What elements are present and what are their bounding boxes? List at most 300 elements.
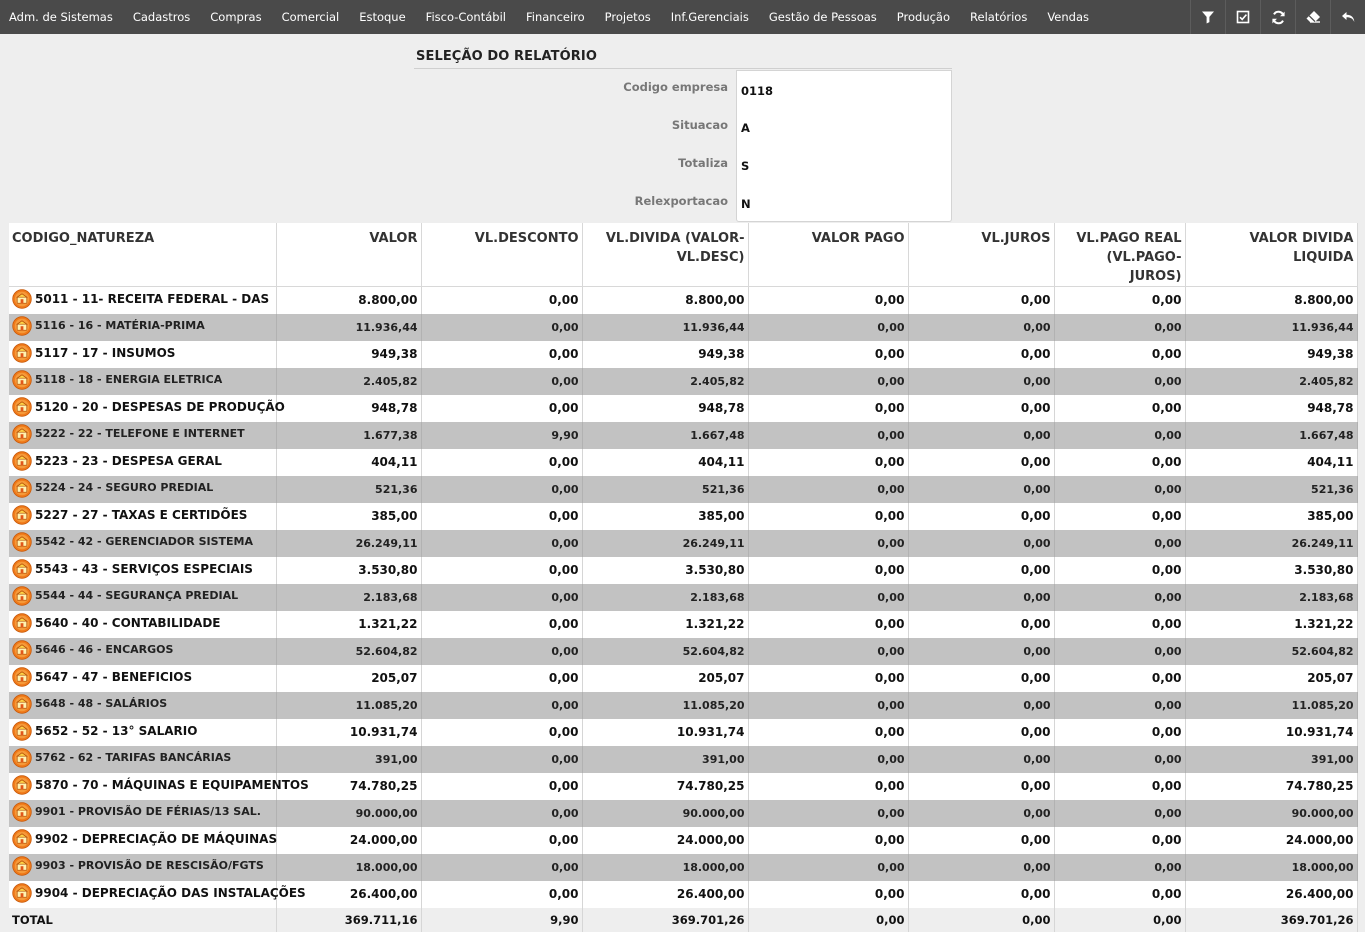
natureza-wrap [12,775,309,795]
natureza-label: 5120 - 20 - DESPESAS DE PRODUÇÃO [35,399,285,414]
value-cell: 18.000,00 [1185,854,1357,881]
value-cell: 3.530,80 [582,557,748,584]
value-cell: 18.000,00 [276,854,421,881]
total-value-cell: 0,00 [748,908,908,932]
natureza-label: 5762 - 62 - TARIFAS BANCÁRIAS [35,751,232,764]
natureza-wrap [12,802,261,822]
value-cell: 3.530,80 [276,557,421,584]
value-cell: 0,00 [421,800,582,827]
selection-label: Situacao [671,118,728,132]
value-cell: 3.530,80 [1185,557,1357,584]
value-cell: 404,11 [276,449,421,476]
natureza-cell [9,395,285,422]
value-cell: 0,00 [748,611,908,638]
natureza-wrap [12,694,167,714]
value-cell: 0,00 [748,449,908,476]
value-cell: 0,00 [421,611,582,638]
back-button[interactable] [1330,0,1365,34]
table-row[interactable] [9,773,1357,800]
column-header[interactable]: VALOR [276,223,421,287]
drilldown-icon[interactable] [12,883,32,903]
total-value-cell: 369.701,26 [1185,908,1357,932]
total-value-cell: 0,00 [908,908,1054,932]
natureza-wrap [12,748,231,768]
value-cell: 0,00 [421,314,582,341]
total-value-cell: 9,90 [421,908,582,932]
drilldown-icon[interactable] [12,667,32,687]
selection-title: SELEÇÃO DO RELATÓRIO [414,49,952,69]
drilldown-icon[interactable] [12,343,32,363]
drilldown-icon[interactable] [12,748,32,768]
value-cell: 2.405,82 [1185,368,1357,395]
natureza-label: 5222 - 22 - TELEFONE E INTERNET [35,427,245,440]
value-cell: 11.085,20 [276,692,421,719]
natureza-cell [9,476,276,503]
value-cell: 0,00 [421,854,582,881]
value-cell: 24.000,00 [582,827,748,854]
value-cell: 0,00 [421,773,582,800]
value-cell: 0,00 [908,449,1054,476]
value-cell: 0,00 [1054,530,1185,557]
table-row[interactable] [9,584,1357,611]
value-cell: 0,00 [1054,800,1185,827]
drilldown-icon[interactable] [12,478,32,498]
menu-item[interactable]: Inf.Gerenciais [670,10,749,24]
value-cell: 0,00 [748,719,908,746]
value-cell: 0,00 [1054,638,1185,665]
value-cell: 0,00 [908,584,1054,611]
natureza-label: 5118 - 18 - ENERGIA ELETRICA [35,373,223,386]
natureza-wrap [12,289,269,309]
natureza-wrap [12,451,222,471]
refresh-icon [1271,10,1286,25]
table-row[interactable] [9,881,1357,908]
value-cell: 0,00 [421,827,582,854]
value-cell: 0,00 [1054,611,1185,638]
value-cell: 52.604,82 [276,638,421,665]
value-cell: 0,00 [908,476,1054,503]
value-cell: 404,11 [582,449,748,476]
value-cell: 0,00 [421,341,582,368]
drilldown-icon[interactable] [12,829,32,849]
value-cell: 0,00 [908,854,1054,881]
value-cell: 26.400,00 [1185,881,1357,908]
value-cell: 0,00 [421,638,582,665]
value-cell: 26.249,11 [1185,530,1357,557]
value-cell: 52.604,82 [582,638,748,665]
value-cell: 74.780,25 [1185,773,1357,800]
value-cell: 205,07 [582,665,748,692]
table-row[interactable] [9,422,1357,449]
value-cell: 24.000,00 [1185,827,1357,854]
natureza-label: 9904 - DEPRECIAÇÃO DAS INSTALAÇÕES [35,885,306,900]
filter-button[interactable] [1190,0,1225,34]
natureza-wrap [12,640,173,660]
select-button[interactable] [1225,0,1260,34]
table-row[interactable] [9,476,1357,503]
menu-item[interactable]: Adm. de Sistemas [9,10,113,24]
natureza-label: 9901 - PROVISÃO DE FÉRIAS/13 SAL. [35,805,261,818]
relexportacao-field[interactable]: N [736,184,952,222]
value-cell: 10.931,74 [582,719,748,746]
table-row[interactable] [9,665,1357,692]
drilldown-icon[interactable] [12,397,32,417]
value-cell: 0,00 [1054,746,1185,773]
value-cell: 521,36 [1185,476,1357,503]
value-cell: 0,00 [748,530,908,557]
value-cell: 0,00 [908,773,1054,800]
value-cell: 0,00 [748,881,908,908]
natureza-label: 9903 - PROVISÃO DE RESCISÃO/FGTS [35,859,264,872]
drilldown-icon[interactable] [12,586,32,606]
column-header[interactable]: VALOR DIVIDA LIQUIDA [1185,223,1357,287]
column-header[interactable]: VL.DESCONTO [421,223,582,287]
natureza-wrap [12,667,192,687]
natureza-wrap [12,505,247,525]
toolbar [1190,0,1365,34]
drilldown-icon[interactable] [12,721,32,741]
value-cell: 521,36 [582,476,748,503]
value-cell: 205,07 [1185,665,1357,692]
natureza-cell [9,638,276,665]
value-cell: 1.667,48 [1185,422,1357,449]
drilldown-icon[interactable] [12,370,32,390]
value-cell: 9,90 [421,422,582,449]
drilldown-icon[interactable] [12,856,32,876]
menu-item[interactable]: Fisco-Contábil [425,10,506,24]
value-cell: 1.321,22 [582,611,748,638]
drilldown-icon[interactable] [12,802,32,822]
value-cell: 0,00 [748,341,908,368]
value-cell: 0,00 [908,692,1054,719]
value-cell: 0,00 [908,341,1054,368]
drilldown-icon[interactable] [12,640,32,660]
filter-icon [1201,10,1215,24]
menu-item[interactable]: Produção [896,10,951,24]
report-table [9,223,1358,932]
value-cell: 391,00 [276,746,421,773]
table-row[interactable] [9,530,1357,557]
value-cell: 404,11 [1185,449,1357,476]
selection-row-situacao [414,108,952,146]
total-value-cell: 369.701,26 [582,908,748,932]
value-cell: 0,00 [748,827,908,854]
value-cell: 0,00 [748,665,908,692]
menu-item[interactable]: Cadastros [132,10,191,24]
natureza-cell [9,584,276,611]
value-cell: 0,00 [1054,827,1185,854]
natureza-wrap [12,424,245,444]
value-cell: 0,00 [748,395,908,422]
drilldown-icon[interactable] [12,613,32,633]
natureza-wrap [12,613,221,633]
menu-item[interactable]: Comercial [281,10,340,24]
natureza-label: 5011 - 11- RECEITA FEDERAL - DAS [35,291,270,306]
selection-label: Totaliza [678,156,728,170]
natureza-wrap [12,370,222,390]
natureza-cell [9,341,276,368]
value-cell: 0,00 [908,746,1054,773]
natureza-cell [9,449,276,476]
value-cell: 0,00 [748,422,908,449]
value-cell: 0,00 [1054,719,1185,746]
menu-item[interactable]: Projetos [604,10,651,24]
table-row[interactable] [9,746,1357,773]
value-cell: 0,00 [748,773,908,800]
value-cell: 26.400,00 [582,881,748,908]
value-cell: 0,00 [421,503,582,530]
menu-item[interactable]: Gestão de Pessoas [768,10,877,24]
value-cell: 8.800,00 [582,287,748,314]
value-cell: 0,00 [748,584,908,611]
value-cell: 90.000,00 [1185,800,1357,827]
value-cell: 385,00 [276,503,421,530]
menu-item[interactable]: Compras [210,10,262,24]
table-row[interactable] [9,557,1357,584]
value-cell: 11.085,20 [582,692,748,719]
value-cell: 0,00 [908,557,1054,584]
clear-button[interactable] [1295,0,1330,34]
value-cell: 0,00 [1054,314,1185,341]
value-cell: 0,00 [1054,503,1185,530]
main-menu [0,0,1099,34]
value-cell: 0,00 [1054,395,1185,422]
drilldown-icon[interactable] [12,316,32,336]
natureza-cell [9,800,276,827]
natureza-cell [9,368,276,395]
value-cell: 0,00 [421,746,582,773]
value-cell: 0,00 [908,368,1054,395]
value-cell: 1.677,38 [276,422,421,449]
value-cell: 74.780,25 [276,773,421,800]
value-cell: 0,00 [908,611,1054,638]
natureza-wrap [12,478,213,498]
value-cell: 0,00 [748,476,908,503]
drilldown-icon[interactable] [12,424,32,444]
value-cell: 949,38 [1185,341,1357,368]
value-cell: 26.400,00 [276,881,421,908]
drilldown-icon[interactable] [12,694,32,714]
value-cell: 0,00 [748,368,908,395]
total-value-cell: 369.711,16 [276,908,421,932]
value-cell: 2.405,82 [276,368,421,395]
checkbox-icon [1236,10,1250,24]
value-cell: 0,00 [1054,665,1185,692]
drilldown-icon[interactable] [12,559,32,579]
value-cell: 205,07 [276,665,421,692]
value-cell: 0,00 [1054,341,1185,368]
natureza-cell [9,773,309,800]
drilldown-icon[interactable] [12,532,32,552]
natureza-cell [9,719,276,746]
value-cell: 948,78 [276,395,421,422]
table-row[interactable] [9,800,1357,827]
menu-item[interactable]: Financeiro [525,10,585,24]
value-cell: 0,00 [1054,422,1185,449]
table-row[interactable] [9,854,1357,881]
value-cell: 90.000,00 [276,800,421,827]
table-row[interactable] [9,341,1357,368]
value-cell: 1.667,48 [582,422,748,449]
natureza-label: 5227 - 27 - TAXAS E CERTIDÕES [35,507,248,522]
table-row[interactable] [9,503,1357,530]
drilldown-icon[interactable] [12,289,32,309]
table-row[interactable] [9,638,1357,665]
value-cell: 11.936,44 [1185,314,1357,341]
value-cell: 26.249,11 [582,530,748,557]
column-header[interactable]: CODIGO_NATUREZA [9,223,276,287]
table-row[interactable] [9,314,1357,341]
total-row [9,908,1357,932]
value-cell: 2.183,68 [582,584,748,611]
value-cell: 24.000,00 [276,827,421,854]
value-cell: 0,00 [1054,854,1185,881]
value-cell: 0,00 [748,746,908,773]
value-cell: 1.321,22 [276,611,421,638]
column-header[interactable]: VL.PAGO REAL (VL.PAGO-JUROS) [1054,223,1185,287]
natureza-cell [9,611,276,638]
table-row[interactable] [9,449,1357,476]
natureza-label: 5870 - 70 - MÁQUINAS E EQUIPAMENTOS [35,777,309,792]
value-cell: 0,00 [908,503,1054,530]
natureza-cell [9,827,276,854]
natureza-wrap [12,883,306,903]
table-header-row [9,223,1357,287]
value-cell: 0,00 [908,422,1054,449]
natureza-wrap [12,397,285,417]
value-cell: 391,00 [582,746,748,773]
column-header[interactable]: VALOR PAGO [748,223,908,287]
value-cell: 949,38 [276,341,421,368]
codigo-empresa-field[interactable]: 0118 [736,70,952,108]
natureza-cell [9,557,276,584]
value-cell: 26.249,11 [276,530,421,557]
value-cell: 391,00 [1185,746,1357,773]
column-header[interactable]: VL.DIVIDA (VALOR-VL.DESC) [582,223,748,287]
natureza-cell [9,854,276,881]
value-cell: 0,00 [908,665,1054,692]
natureza-cell [9,287,276,314]
menu-item[interactable]: Relatórios [970,10,1028,24]
drilldown-icon[interactable] [12,451,32,471]
value-cell: 11.936,44 [276,314,421,341]
natureza-cell [9,746,276,773]
menu-item[interactable]: Vendas [1047,10,1090,24]
drilldown-icon[interactable] [12,505,32,525]
value-cell: 0,00 [908,530,1054,557]
value-cell: 0,00 [421,881,582,908]
value-cell: 1.321,22 [1185,611,1357,638]
value-cell: 0,00 [748,287,908,314]
value-cell: 10.931,74 [1185,719,1357,746]
value-cell: 0,00 [421,584,582,611]
table-row[interactable] [9,287,1357,314]
value-cell: 0,00 [1054,368,1185,395]
value-cell: 0,00 [421,557,582,584]
natureza-wrap [12,856,264,876]
value-cell: 0,00 [908,287,1054,314]
selection-row-totaliza [414,146,952,184]
value-cell: 0,00 [748,638,908,665]
value-cell: 0,00 [908,395,1054,422]
natureza-wrap [12,532,253,552]
value-cell: 0,00 [421,368,582,395]
refresh-button[interactable] [1260,0,1295,34]
value-cell: 0,00 [1054,557,1185,584]
value-cell: 0,00 [421,692,582,719]
natureza-label: 5648 - 48 - SALÁRIOS [35,697,168,710]
value-cell: 0,00 [421,449,582,476]
table-row[interactable] [9,719,1357,746]
natureza-label: 5640 - 40 - CONTABILIDADE [35,615,221,630]
natureza-label: 5117 - 17 - INSUMOS [35,345,176,360]
table-row[interactable] [9,827,1357,854]
value-cell: 949,38 [582,341,748,368]
natureza-label: 5652 - 52 - 13° SALARIO [35,723,198,738]
value-cell: 2.405,82 [582,368,748,395]
situacao-field[interactable]: A [736,108,952,146]
menu-item[interactable]: Estoque [359,10,406,24]
value-cell: 0,00 [748,314,908,341]
natureza-wrap [12,343,175,363]
value-cell: 0,00 [421,530,582,557]
selection-row-codigo-empresa [414,70,952,108]
natureza-cell [9,314,276,341]
value-cell: 0,00 [1054,773,1185,800]
value-cell: 0,00 [421,395,582,422]
selection-row-relexportacao [414,184,952,222]
value-cell: 521,36 [276,476,421,503]
value-cell: 0,00 [1054,287,1185,314]
value-cell: 0,00 [908,881,1054,908]
natureza-cell [9,665,276,692]
value-cell: 90.000,00 [582,800,748,827]
table-row[interactable] [9,368,1357,395]
natureza-wrap [12,559,253,579]
natureza-cell [9,503,276,530]
value-cell: 11.085,20 [1185,692,1357,719]
natureza-wrap [12,721,197,741]
value-cell: 0,00 [908,800,1054,827]
value-cell: 0,00 [1054,476,1185,503]
natureza-wrap [12,829,277,849]
value-cell: 0,00 [421,476,582,503]
value-cell: 0,00 [1054,692,1185,719]
value-cell: 385,00 [582,503,748,530]
natureza-cell [9,692,276,719]
totaliza-field[interactable]: S [736,146,952,184]
value-cell: 11.936,44 [582,314,748,341]
natureza-wrap [12,316,205,336]
value-cell: 0,00 [748,503,908,530]
natureza-label: 5647 - 47 - BENEFICIOS [35,669,193,684]
table-row[interactable] [9,692,1357,719]
top-menu-bar [0,0,1365,34]
natureza-cell [9,422,276,449]
column-header[interactable]: VL.JUROS [908,223,1054,287]
selection-label: Relexportacao [634,194,728,208]
natureza-label: 5116 - 16 - MATÉRIA-PRIMA [35,319,205,332]
table-row[interactable] [9,611,1357,638]
value-cell: 8.800,00 [1185,287,1357,314]
natureza-label: 9902 - DEPRECIAÇÃO DE MÁQUINAS [35,831,278,846]
value-cell: 0,00 [421,665,582,692]
value-cell: 0,00 [421,287,582,314]
drilldown-icon[interactable] [12,775,32,795]
value-cell: 0,00 [908,719,1054,746]
table-row[interactable] [9,395,1357,422]
natureza-label: 5542 - 42 - GERENCIADOR SISTEMA [35,535,253,548]
